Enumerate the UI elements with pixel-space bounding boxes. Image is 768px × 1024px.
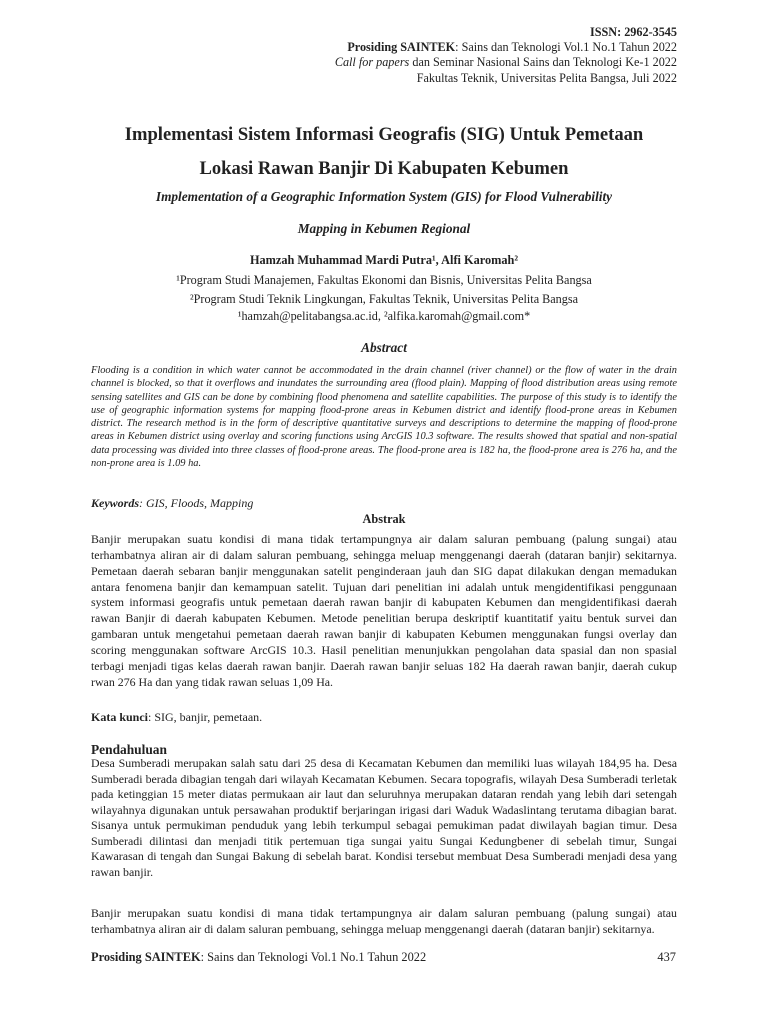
english-title-line1: Implementation of a Geographic Information System (GIS) for Flood Vulnerability	[155, 189, 613, 204]
english-title-line2: Mapping in Kebumen Regional	[297, 221, 471, 236]
kata-kunci: Kata kunci: SIG, banjir, pemetaan.	[91, 710, 263, 724]
page-footer: Prosiding SAINTEK: Sains dan Teknologi Vol.1 No.1 Tahun 2022	[91, 950, 427, 964]
author-emails: ¹hamzah@pelitabangsa.ac.id, ²alfika.karomah@gmail.com*	[237, 309, 531, 323]
section-heading-pendahuluan: Pendahuluan	[91, 742, 167, 757]
abstract-heading: Abstract	[361, 340, 407, 355]
issn: ISSN: 2962-3545	[589, 25, 677, 39]
intro-paragraph-1: Desa Sumberadi merupakan salah satu dari 25 desa di Kecamatan Kebumen dan memiliki luas wilayah 184,95 ha. Desa Sumberadi berada dibagian tengah dari wilayah Kecamatan Kebumen. Secara topografis, wilayah Desa Sumberadi terletak pada ketinggian 15 meter diatas permukaan air laut dan seluruhnya merupakan dataran rendah yang lebih dari setengah wilayahnya digunakan untuk persawahan produktif berjaringan irigasi dari Waduk Wadaslintang terutama dibagian barat. Sisanya untuk permukiman penduduk yang lebih terkumpul sebagai pemukiman padat diwilayah bagian timur. Desa Sumberadi dilintasi dan menjadi titik pertemuan tiga sungai yaitu Sungai Kedungbener di sebelah timur, Sungai Kawarasan di tengah dan Sungai Bakung di sebelah barat. Kondisi tersebut membuat Desa Sumberadi menjadi desa yang rawan banjir.	[91, 756, 677, 879]
affiliation-2: ²Program Studi Teknik Lingkungan, Fakultas Teknik, Universitas Pelita Bangsa	[189, 292, 579, 306]
intro-paragraph-2: Banjir merupakan suatu kondisi di mana tidak tertampungnya air dalam saluran pembuang (palung sungai) atau terhambatnya aliran air di dalam saluran pembuang, sehingga meluap menggenangi daerah (dataran banjir) sekitarnya.	[91, 906, 677, 936]
journal-header	[335, 25, 677, 86]
page-number: 437	[657, 950, 676, 964]
abstract-english-text: Flooding is a condition in which water cannot be accommodated in the drain channel (river channel) or the flow of water in the drain channel is blocked, so that it overflows and inundates the surrounding area (flood plain). Mapping of flood distribution areas using remote sensing satellites and GIS can be done by combining flood phenomena and satellite capabilities. The purpose of this study is to identify the use of geographic information systems for mapping flood-prone areas in Kebumen district and identify flood-prone areas in Kebumen district. The research method is in the form of descriptive quantitative surveys and descriptions to determine the mapping of flood-prone areas in Kebumen district using overlay and scoring functions using ArcGIS 10.3 software. The results showed that spatial and non-spatial data processing was divided into three classes of flood-prone areas. The flood-prone area is 182 ha, the flood-prone area is 276 ha, and the non-prone area is 1.09 ha.	[91, 365, 677, 470]
proceedings-line: Prosiding SAINTEK: Sains dan Teknologi Vol.1 No.1 Tahun 2022	[347, 40, 677, 55]
authors: Hamzah Muhammad Mardi Putra¹, Alfi Karomah²	[249, 253, 519, 267]
faculty-line: Fakultas Teknik, Universitas Pelita Bangsa, Juli 2022	[416, 70, 677, 85]
paper-title-line1: Implementasi Sistem Informasi Geografis (SIG) Untuk Pemetaan	[124, 124, 644, 145]
abstrak-indonesian-text: Banjir merupakan suatu kondisi di mana tidak tertampungnya air dalam saluran pembuang (palung sungai) atau terhambatnya aliran air di dalam saluran pembuang, sehingga meluap menggenangi daerah (dataran banjir) sekitarnya. Pemetaan daerah sebaran banjir menggunakan satelit penginderaan jauh dan SIG dapat dilakukan dengan memadukan antara fenomena banjir dan kemampuan satelit. Tujuan dari penelitian ini adalah untuk mengidentifikasi penggunaan system informasi geografis untuk pemetaan daerah rawan banjir di kabupaten Kebumen dan mengidentifikasi daerah rawan Banjir di daerah kabupaten Kebumen. Metode penelitian berupa deskriptif kuantitatif yaitu bentuk survei dan gambaran untuk mengetahui pemetaan daerah rawan banjir di kabupaten Kebumen menggunakan fungsi overlay dan scoring menggunakan software ArcGIS 10.3. Hasil penelitian menunjukkan pengolahan data spasial dan non spasial terbagi menjadi tigas kelas daerah rawan banjir. Daerah rawan banjir seluas 182 Ha daerah rawan banjir, daerah cukup rwan 276 Ha dan yang tidak rawan seluas 1,09 Ha.	[91, 532, 677, 689]
affiliation-1: ¹Program Studi Manajemen, Fakultas Ekonomi dan Bisnis, Universitas Pelita Bangsa	[176, 273, 592, 287]
abstrak-heading: Abstrak	[362, 512, 406, 526]
keywords-english: Keywords: GIS, Floods, Mapping	[91, 496, 254, 510]
paper-title-line2: Lokasi Rawan Banjir Di Kabupaten Kebumen	[199, 158, 569, 179]
call-for-papers-line: Call for papers dan Seminar Nasional Sains dan Teknologi Ke-1 2022	[334, 55, 677, 70]
